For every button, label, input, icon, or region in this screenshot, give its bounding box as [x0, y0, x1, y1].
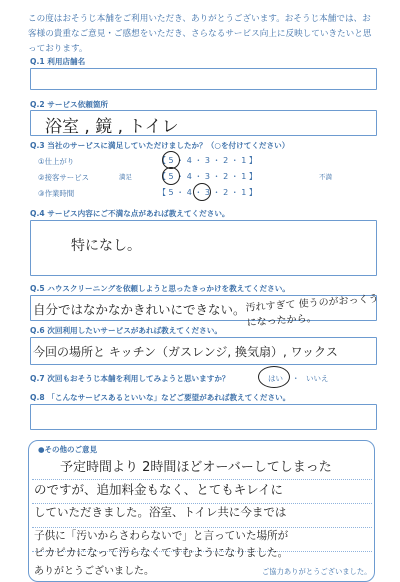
q8-answer-box: [30, 404, 377, 430]
other-line: ピカピカになって汚らなくてすむようになりました。: [34, 547, 289, 559]
q6-answer: 今回の場所と キッチン（ガスレンジ, 換気扇）, ワックス: [33, 345, 338, 359]
other-line: のですが、追加料金もなく、とてもキレイに: [34, 482, 284, 497]
q6-label: Q.6 次回利用したいサービスがあれば教えてください。: [30, 326, 222, 335]
other-label: ●その他のご意見: [38, 445, 98, 454]
q7-yes: はい: [268, 374, 283, 383]
q4-answer: 特になし。: [71, 238, 141, 254]
q3-row-label: ①仕上がり: [38, 157, 75, 166]
satisfied-label: 満足: [119, 173, 132, 181]
q1-label: Q.1 利用店舗名: [30, 57, 86, 66]
q3-row-label: ③作業時間: [38, 189, 75, 198]
q7-separator: ・: [292, 374, 300, 383]
q2-label: Q.2 サービス依頼箇所: [30, 100, 109, 109]
q8-label: Q.8 「こんなサービスあるといいな」などご要望があれば教えてください。: [30, 393, 291, 402]
q3-row-label: ②接客サービス: [38, 173, 89, 182]
intro-text: この度はおそうじ本舗をご利用いただき、ありがとうございます。おそうじ本舗では、お客様の貴重なご意見・ご感想をいただき、さらなるサービス向上に反映していきたいと思っております。: [28, 14, 372, 54]
selection-circle: [193, 183, 211, 201]
q7-no: いいえ: [306, 374, 329, 383]
q4-label: Q.4 サービス内容にご不満な点があれば教えてください。: [30, 209, 230, 218]
q5-answer: 自分ではなかなかきれいにできない。: [33, 302, 246, 317]
q3-row-scale: 【 5 ・ 4 ・ 3 ・ 2 ・ 1 】: [158, 188, 257, 197]
q7-selection-circle: [258, 366, 290, 388]
thanks-footer: ご協力ありがとうございました。: [262, 567, 372, 576]
other-line: 予定時間より 2時間ほどオーバーしてしまった: [60, 460, 332, 475]
other-line: していただきました。浴室、トイレ共に今までは: [34, 505, 287, 519]
q6-answer-box: [30, 337, 377, 365]
q4-answer-box: [30, 220, 377, 276]
q1-answer-box: [30, 68, 377, 90]
selection-circle: [162, 167, 180, 185]
other-line: ありがとうございました。: [34, 566, 154, 577]
q2-answer-box: [30, 110, 377, 136]
other-line: 子供に「汚いからさわらないで」と言っていた場所が: [34, 530, 289, 542]
q5-label: Q.5 ハウスクリーニングを依頼しようと思ったきっかけを教えてください。: [30, 284, 290, 293]
q5-answer-extra: 汚れすぎて 使うのがおっくうになったから。: [245, 293, 379, 329]
q3-label: Q.3 当社のサービスに満足していただけましたか？（○を付けてください）: [30, 141, 290, 150]
q3-row-scale: 【 5 ・ 4 ・ 3 ・ 2 ・ 1 】: [158, 172, 257, 181]
unsatisfied-label: 不満: [319, 173, 332, 181]
q3-row-scale: 【 5 ・ 4 ・ 3 ・ 2 ・ 1 】: [158, 156, 257, 165]
q7-label: Q.7 次回もおそうじ本舗を利用してみようと思いますか？: [30, 374, 230, 383]
q2-answer: 浴室 , 鏡 , トイレ: [45, 117, 179, 137]
